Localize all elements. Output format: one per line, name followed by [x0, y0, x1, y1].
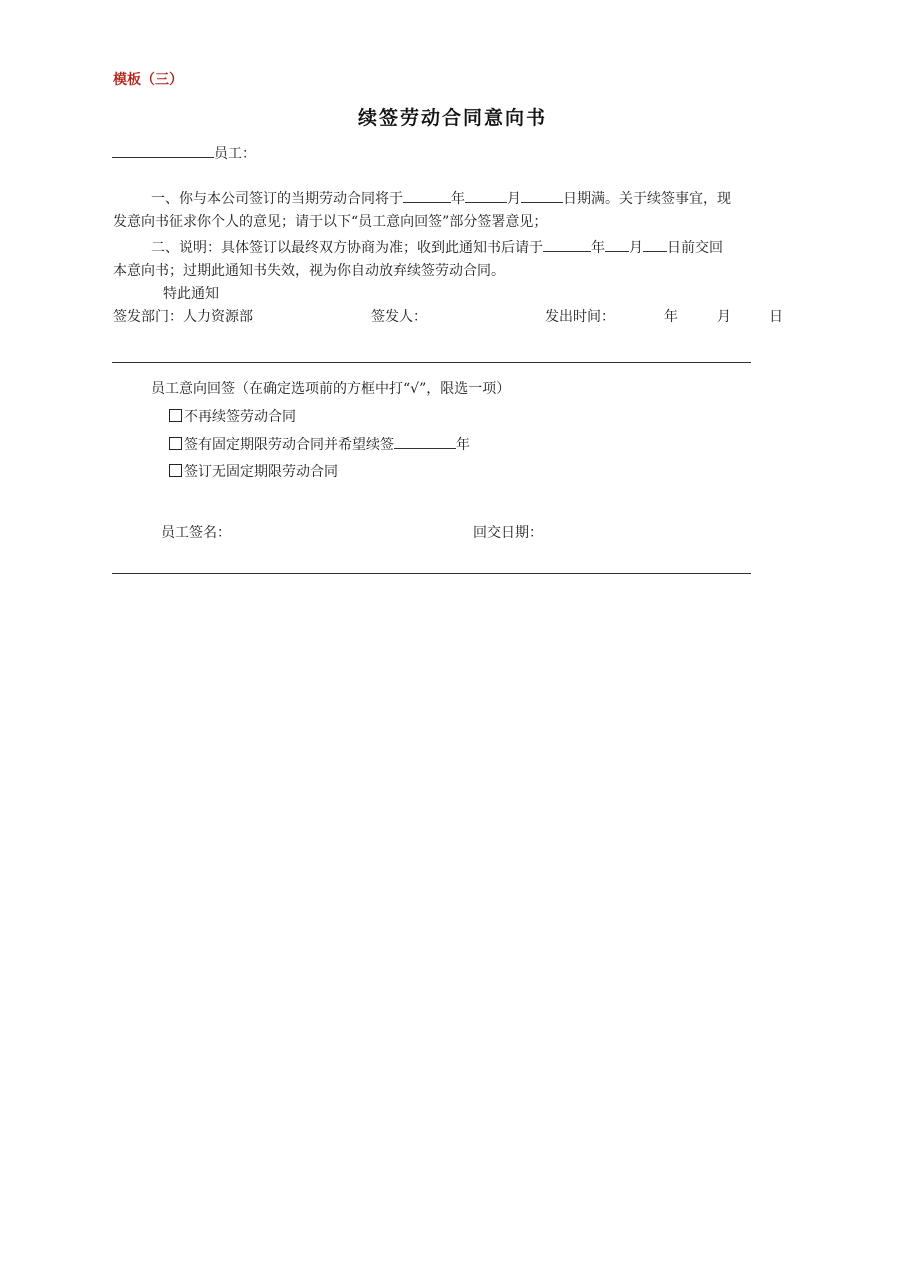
employee-name-blank[interactable]: [112, 143, 214, 158]
para1-year-label: 年: [451, 191, 465, 207]
expiry-day-blank[interactable]: [521, 188, 563, 203]
bottom-divider: [112, 573, 751, 574]
checkbox-open-ended[interactable]: [169, 464, 182, 477]
addressee-line: [112, 143, 256, 164]
return-year-blank[interactable]: [543, 237, 591, 252]
option-fixed-term-suffix: 年: [456, 437, 470, 453]
option-no-renewal: [169, 407, 296, 427]
template-label: 模板（三）: [113, 72, 183, 88]
addressee-suffix: 员工：: [214, 146, 256, 162]
reply-heading: 员工意向回签（在确定选项前的方框中打“√”，限选一项）: [151, 381, 511, 397]
para2-month-label: 月: [629, 240, 643, 256]
issue-time-label: 发出时间：: [545, 309, 615, 325]
expiry-year-blank[interactable]: [403, 188, 451, 203]
para2-text-b: 日前交回: [667, 240, 723, 256]
para1-line1: [151, 188, 731, 209]
option-open-ended: [169, 462, 338, 482]
renewal-years-blank[interactable]: [394, 434, 456, 449]
issue-day-label: 日: [769, 309, 783, 325]
return-date-label: 回交日期：: [473, 525, 543, 541]
option-fixed-term-label: 签有固定期限劳动合同并希望续签: [184, 437, 394, 453]
issuer-label: 签发人：: [371, 309, 427, 325]
return-day-blank[interactable]: [643, 237, 667, 252]
notice-closing: 特此通知: [163, 286, 219, 302]
issue-month-label: 月: [717, 309, 731, 325]
document-title: 续签劳动合同意向书: [357, 107, 547, 129]
option-no-renewal-label: 不再续签劳动合同: [184, 409, 296, 425]
expiry-month-blank[interactable]: [465, 188, 507, 203]
para1-month-label: 月: [507, 191, 521, 207]
issue-year-label: 年: [664, 309, 678, 325]
return-month-blank[interactable]: [605, 237, 629, 252]
option-fixed-term: [169, 434, 470, 455]
checkbox-fixed-term[interactable]: [169, 437, 182, 450]
employee-signature-label: 员工签名：: [161, 525, 231, 541]
para2-year-label: 年: [591, 240, 605, 256]
issuing-dept-label: 签发部门：人力资源部: [113, 309, 253, 325]
option-open-ended-label: 签订无固定期限劳动合同: [184, 464, 338, 480]
para2-text-a: 二、说明：具体签订以最终双方协商为准；收到此通知书后请于: [151, 240, 543, 256]
para1-text-a: 一、你与本公司签订的当期劳动合同将于: [151, 191, 403, 207]
para1-line2: 发意向书征求你个人的意见；请于以下“员工意向回签”部分签署意见；: [113, 214, 548, 230]
para2-line1: [151, 237, 723, 258]
para1-text-b: 日期满。关于续签事宜，现: [563, 191, 731, 207]
section-divider: [112, 362, 751, 363]
checkbox-no-renewal[interactable]: [169, 409, 182, 422]
para2-line2: 本意向书；过期此通知书失效，视为你自动放弃续签劳动合同。: [113, 263, 505, 279]
